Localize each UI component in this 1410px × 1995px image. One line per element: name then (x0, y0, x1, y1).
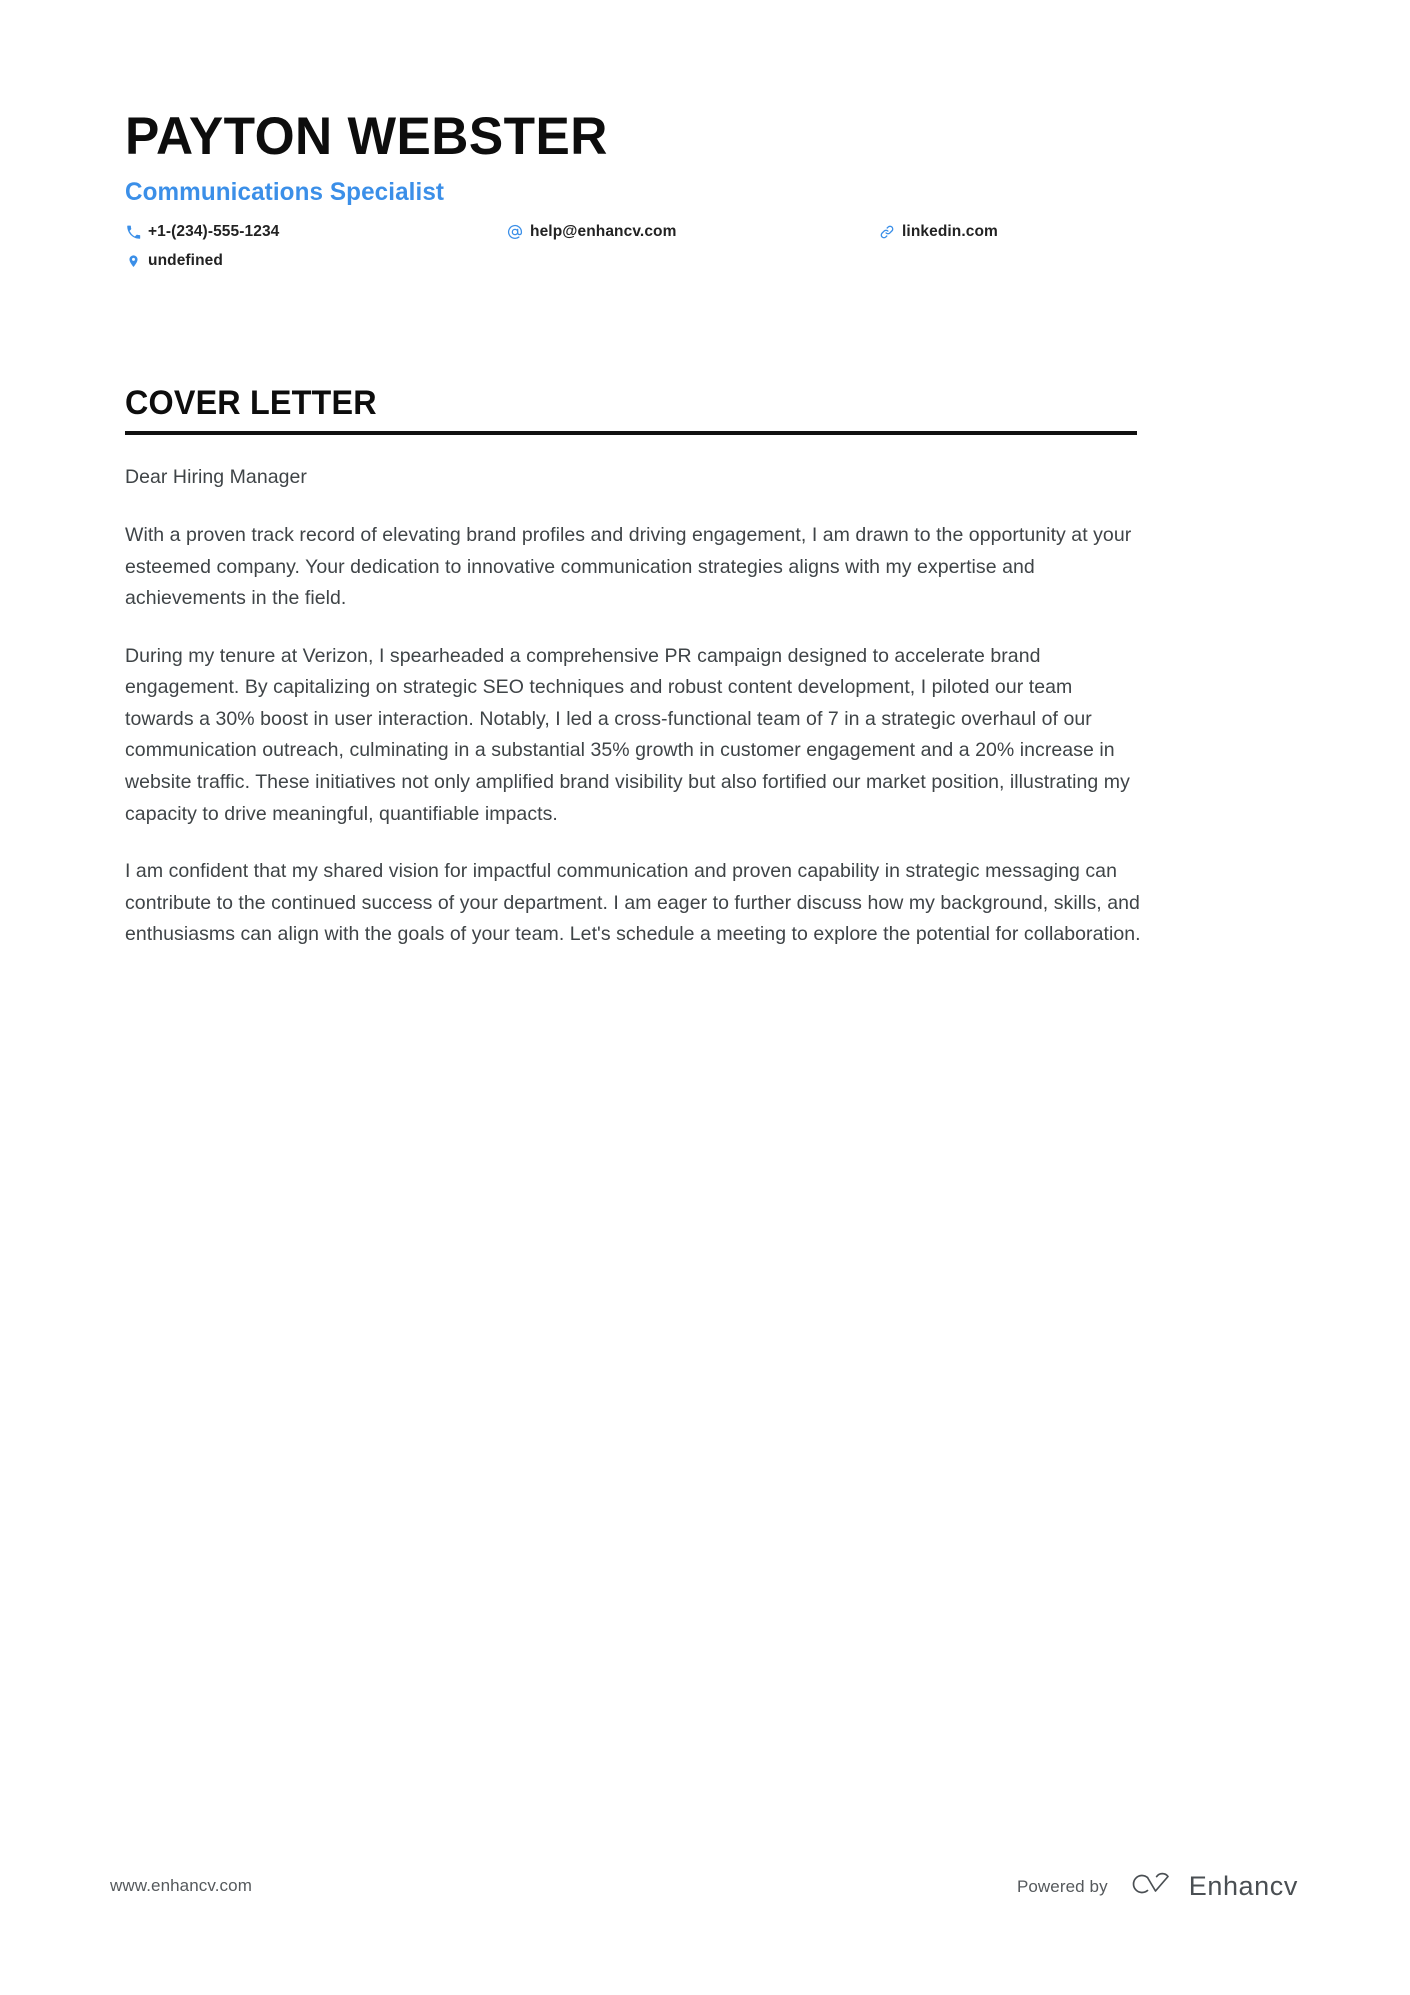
document-footer (0, 1870, 1410, 1910)
footer-website-url[interactable]: www.enhancv.com (110, 1876, 252, 1895)
enhancv-mark-icon (1124, 1870, 1176, 1903)
enhancv-logo (1124, 1870, 1298, 1903)
contact-location-value: undefined (148, 252, 223, 270)
enhancv-wordmark: Enhancv (1188, 1871, 1298, 1901)
candidate-name: PAYTON WEBSTER (125, 107, 608, 166)
section-divider (125, 431, 1137, 435)
contact-linkedin-value: linkedin.com (902, 223, 998, 241)
email-icon (507, 224, 523, 240)
contact-linkedin[interactable] (879, 223, 1125, 241)
contact-details (125, 223, 1125, 270)
powered-by-label: Powered by (1016, 1876, 1108, 1896)
contact-phone-value: +1-(234)-555-1234 (148, 223, 280, 241)
contact-row (125, 223, 1125, 241)
contact-location (125, 252, 507, 270)
contact-email[interactable] (507, 223, 879, 241)
cover-letter-section (125, 385, 1273, 951)
section-title: COVER LETTER (125, 384, 377, 422)
document-header (125, 108, 1285, 270)
letter-paragraph: With a proven track record of elevating brand profiles and driving engagement, I am drawn to the opportunity at your esteemed company. Your dedication to innovative communication strategies aligns with my expertise and achievements in the field. (125, 523, 1132, 610)
location-pin-icon (125, 253, 141, 269)
contact-row (125, 252, 1125, 270)
link-icon (879, 224, 895, 240)
footer-branding (1017, 1870, 1298, 1903)
letter-paragraph: During my tenure at Verizon, I spearheaded a comprehensive PR campaign designed to accelerate brand engagement. By capitalizing on strategic SEO techniques and robust content development, I piloted our team towards a 30% boost in user interaction. Notably, I led a cross-functional team of 7 in a strategic overhaul of our communication outreach, culminating in a substantial 35% growth in customer engagement and a 20% increase in website traffic. These initiatives not only amplified brand visibility but also fortified our market position, illustrating my capacity to drive meaningful, quantifiable impacts. (125, 644, 1130, 825)
letter-salutation: Dear Hiring Manager (125, 466, 307, 489)
contact-phone[interactable] (125, 223, 507, 241)
candidate-job-title: Communications Specialist (125, 178, 445, 207)
letter-body (125, 462, 1145, 951)
contact-email-value: help@enhancv.com (530, 223, 677, 241)
phone-icon (125, 224, 141, 240)
letter-paragraph: I am confident that my shared vision for impactful communication and proven capability in strategic messaging can contribute to the continued success of your department. I am eager to further discuss how my background, skills, and enthusiasms can align with the goals of your team. Let's schedule a meeting to explore the potential for collaboration. (125, 860, 1141, 946)
